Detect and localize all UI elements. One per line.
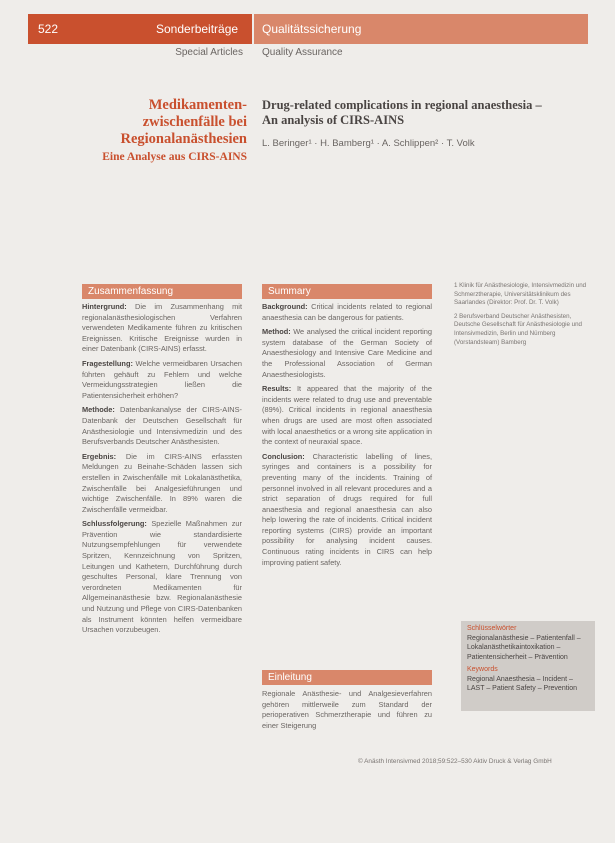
subheader-right: Quality Assurance bbox=[262, 47, 343, 58]
paragraph-label: Ergebnis: bbox=[82, 451, 117, 461]
zusammenfassung-column bbox=[82, 284, 242, 640]
paragraph-text: Die im CIRS-AINS erfassten Meldungen zu Beinahe-Schäden lassen sich erstellen in Zwischenfälle mit Lokalanästhetika, Zwischenfälle bei Analgesieführungen und wichtige Zwischenfälle. In 89% waren die Zwischenfälle vermeidbar. bbox=[82, 451, 242, 514]
topic-name: Qualitätssicherung bbox=[262, 22, 362, 36]
page-header bbox=[28, 14, 588, 44]
paragraph-text: Characteristic labelling of lines, syringes and containers is a possibility for preventing many of the incidents. Training of personnel involved in all relevant procedures and a strict separation of drugs required for full anaesthesia and regional anaesthesia can also help lowering the rate of incidents. Critical incident reporting systems (CIRS) provide an important possibility for analysing incident causes. Continuous rating incidents in CIRS can help improving patient safety. bbox=[262, 451, 433, 567]
paragraph-label: Results: bbox=[262, 384, 292, 394]
summary-column bbox=[262, 284, 432, 572]
paragraph-text: We analysed the critical incident reporting system database of the German Society of Anaesthesiology and Intensive Care Medicine and the Professional Association of German Anaesthesiologists. bbox=[262, 327, 432, 379]
abstract-paragraph bbox=[82, 302, 242, 355]
summary-heading: Summary bbox=[262, 284, 432, 299]
keywords-en-label: Keywords bbox=[467, 666, 498, 673]
keywords-en-text: Regional Anaesthesia – Incident – LAST – Patient Safety – Prevention bbox=[467, 675, 577, 692]
german-title-line: Regionalanästhesien bbox=[120, 131, 247, 147]
german-title bbox=[60, 97, 247, 148]
paragraph-text: Critical incidents related to regional anaesthesia can be dangerous for patients. bbox=[262, 302, 432, 322]
paragraph-text: Die im Zusammenhang mit regionalanästhesiologischen Verfahren verwendeten Medikamente führen zu kritischen Ereignissen. Kritische Ereignisse wurden in einer Datenbank (CIRS-AINS) erfasst. bbox=[82, 302, 242, 354]
paragraph-label: Background: bbox=[262, 302, 308, 311]
german-title-line: zwischenfälle bei bbox=[142, 114, 247, 130]
footnotes bbox=[454, 282, 594, 352]
footnote: 2 Berufsverband Deutscher Anästhesisten, Deutsche Gesellschaft für Anästhesiologie und Intensivmedizin, Berlin und Nürnberg (Vorstandsteam) Bamberg bbox=[454, 312, 582, 346]
paragraph-label: Fragestellung: bbox=[82, 358, 133, 368]
authors: L. Beringer¹ · H. Bamberg¹ · A. Schlippen² · T. Volk bbox=[262, 138, 475, 149]
paragraph-text: It appeared that the majority of the incidents were related to drug use and preventable (89%). Critical incidents in regional anaesthesia when drugs are used are most often associated with local anaesthetics or a wrong site application in the context of neuraxial space. bbox=[262, 384, 432, 447]
paragraph-label: Conclusion: bbox=[262, 451, 305, 461]
paragraph-text: Datenbankanalyse der CIRS-AINS-Datenbank der Deutschen Gesellschaft für Anästhesiologie und Intensivmedizin und des Berufsverbands Deutscher Anästhesisten. bbox=[82, 405, 242, 447]
paragraph-text: Spezielle Maßnahmen zur Prävention wie standardisierte Nutzungsempfehlungen für verwendete Spritzen, Kennzeichnung von Spritzen, Leitungen und Kathetern, Durchführung durch geschultes Personal, klare Trennung von verordneten Medikamenten für Allgemeinanästhesie bzw. Regionalanästhesie und Nutzung und Pflege von CIRS-Datenbanken als Instrument könnten helfen vermeidbare Ursachen vorzubeugen. bbox=[82, 519, 242, 635]
zusammenfassung-heading: Zusammenfassung bbox=[82, 284, 242, 299]
keywords-box bbox=[461, 621, 595, 711]
paragraph-label: Schlussfolgerung: bbox=[82, 519, 147, 529]
abstract-paragraph bbox=[82, 519, 242, 636]
page-number: 522 bbox=[38, 22, 59, 36]
abstract-paragraph bbox=[262, 327, 432, 380]
keywords-de-label: Schlüsselwörter bbox=[467, 625, 517, 632]
abstract-paragraph bbox=[262, 452, 432, 569]
german-subtitle: Eine Analyse aus CIRS-AINS bbox=[102, 151, 247, 163]
english-title-line: Drug-related complications in regional anaesthesia – bbox=[262, 98, 542, 112]
zusammenfassung-body bbox=[82, 302, 242, 636]
header-topic-bar bbox=[254, 14, 588, 44]
summary-body bbox=[262, 302, 432, 568]
section-name: Sonderbeiträge bbox=[156, 22, 239, 36]
paragraph-text: Welche vermeidbaren Ursachen führten gehäuft zu Fehlern und welche Vermeidungsstrategien ließen die Patientensicherheit erhöhen? bbox=[82, 358, 243, 400]
paragraph-label: Methode: bbox=[82, 405, 115, 415]
english-title-line: An analysis of CIRS-AINS bbox=[262, 113, 405, 127]
subheader-left: Special Articles bbox=[175, 47, 243, 58]
abstract-paragraph bbox=[262, 302, 432, 323]
paragraph-label: Method: bbox=[262, 327, 291, 337]
abstract-paragraph bbox=[82, 452, 242, 516]
abstract-paragraph bbox=[82, 359, 242, 401]
einleitung-section bbox=[262, 670, 432, 731]
page-footer: © Anästh Intensivmed 2018;59:522–530 Aktiv Druck & Verlag GmbH bbox=[358, 758, 552, 765]
english-title bbox=[262, 98, 592, 128]
einleitung-heading: Einleitung bbox=[262, 670, 432, 685]
keywords-de-text: Regionalanästhesie – Patientenfall – Lokalanästhetikaintoxikation – Patientensicherheit – Prävention bbox=[467, 634, 581, 661]
footnote: 1 Klinik für Anästhesiologie, Intensivmedizin und Schmerztherapie, Universitätsklinikum des Saarlandes (Direktor: Prof. Dr. T. Volk) bbox=[454, 282, 587, 307]
abstract-paragraph bbox=[82, 405, 242, 447]
einleitung-text: Regionale Anästhesie- und Analgesieverfahren gehören mittlerweile zum Standard der perioperativen Schmerztherapie und führen zu einer Steigerung bbox=[262, 689, 432, 730]
header-section-bar bbox=[28, 14, 252, 44]
german-title-line: Medikamenten- bbox=[148, 97, 247, 113]
abstract-paragraph bbox=[262, 384, 432, 448]
paragraph-label: Hintergrund: bbox=[82, 302, 127, 311]
